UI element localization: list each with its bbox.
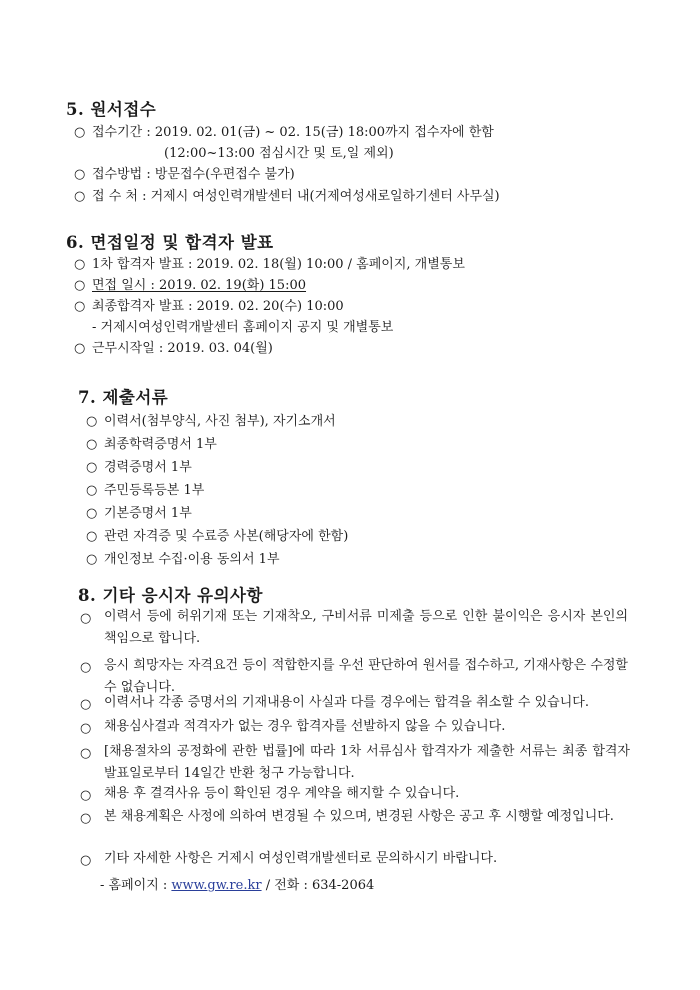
contact-line: - 홈페이지 : www.gw.re.kr / 전화 : 634-2064 [100,878,375,893]
sec8-item: 기타 자세한 사항은 거제시 여성인력개발센터로 문의하시기 바랍니다. [104,851,498,866]
section-6-title: 6. 면접일정 및 합격자 발표 [66,233,274,252]
sec8-bullet: ○ [80,853,92,868]
sec7-item: ○ 기본증명서 1부 [86,506,192,521]
section-5-title: 5. 원서접수 [66,100,157,119]
sec6-item-final-result: ○ 최종합격자 발표 : 2019. 02. 20(수) 10:00 [74,299,344,314]
sec8-item: 이력서 등에 허위기재 또는 기재착오, 구비서류 미제출 등으로 인한 불이익은 응시자 본인의 책임으로 합니다. [104,609,628,646]
section-7-title: 7. 제출서류 [78,388,169,407]
sec8-bullet: ○ [80,746,92,761]
sec8-item: 채용심사결과 적격자가 없는 경우 합격자를 선발하지 않을 수 있습니다. [104,719,506,734]
sec8-item: 본 채용계획은 사정에 의하여 변경될 수 있으며, 변경된 사항은 공고 후 시행할 예정입니다. [104,809,614,824]
sec8-item: 응시 희망자는 자격요건 등이 적합한지를 우선 판단하여 원서를 접수하고, 기재사항은 수정할 수 없습니다. [104,658,628,695]
homepage-link[interactable]: www.gw.re.kr [171,878,262,893]
sec7-item: ○ 관련 자격증 및 수료증 사본(해당자에 한함) [86,529,349,544]
sec7-item: ○ 개인정보 수집·이용 동의서 1부 [86,552,280,567]
sec8-bullet: ○ [80,697,92,712]
sec8-bullet: ○ [80,611,92,626]
sec5-item-place: ○ 접 수 처 : 거제시 여성인력개발센터 내(거제여성새로일하기센터 사무실) [74,189,500,204]
section-8-title: 8. 기타 응시자 유의사항 [78,586,263,605]
sec5-item-period-note: (12:00~13:00 점심시간 및 토,일 제외) [164,146,394,161]
sec8-item: 이력서나 각종 증명서의 기재내용이 사실과 다를 경우에는 합격을 취소할 수 있습니다. [104,695,589,710]
sec6-item-start-date: ○ 근무시작일 : 2019. 03. 04(월) [74,341,273,356]
sec7-item: ○ 이력서(첨부양식, 사진 첨부), 자기소개서 [86,414,336,429]
sec8-bullet: ○ [80,811,92,826]
sec8-item: [채용절차의 공정화에 관한 법률]에 따라 1차 서류심사 합격자가 제출한 서류는 최종 합격자 발표일로부터 14일간 반환 청구 가능합니다. [104,744,630,781]
sec5-item-method: ○ 접수방법 : 방문접수(우편접수 불가) [74,167,295,182]
sec8-bullet: ○ [80,660,92,675]
sec7-item: ○ 주민등록등본 1부 [86,483,205,498]
sec7-item: ○ 경력증명서 1부 [86,460,192,475]
sec6-item-final-note: - 거제시여성인력개발센터 홈페이지 공지 및 개별통보 [92,320,394,335]
sec8-bullet: ○ [80,788,92,803]
sec6-item-first-result: ○ 1차 합격자 발표 : 2019. 02. 18(월) 10:00 / 홈페이지, 개별통보 [74,257,465,272]
sec8-bullet: ○ [80,721,92,736]
sec6-item-interview: ○ 면접 일시 : 2019. 02. 19(화) 15:00 [74,278,307,293]
sec8-item: 채용 후 결격사유 등이 확인된 경우 계약을 해지할 수 있습니다. [104,786,460,801]
sec5-item-period: ○ 접수기간 : 2019. 02. 01(금) ~ 02. 15(금) 18:00까지 접수자에 한함 [74,125,494,140]
sec7-item: ○ 최종학력증명서 1부 [86,437,217,452]
